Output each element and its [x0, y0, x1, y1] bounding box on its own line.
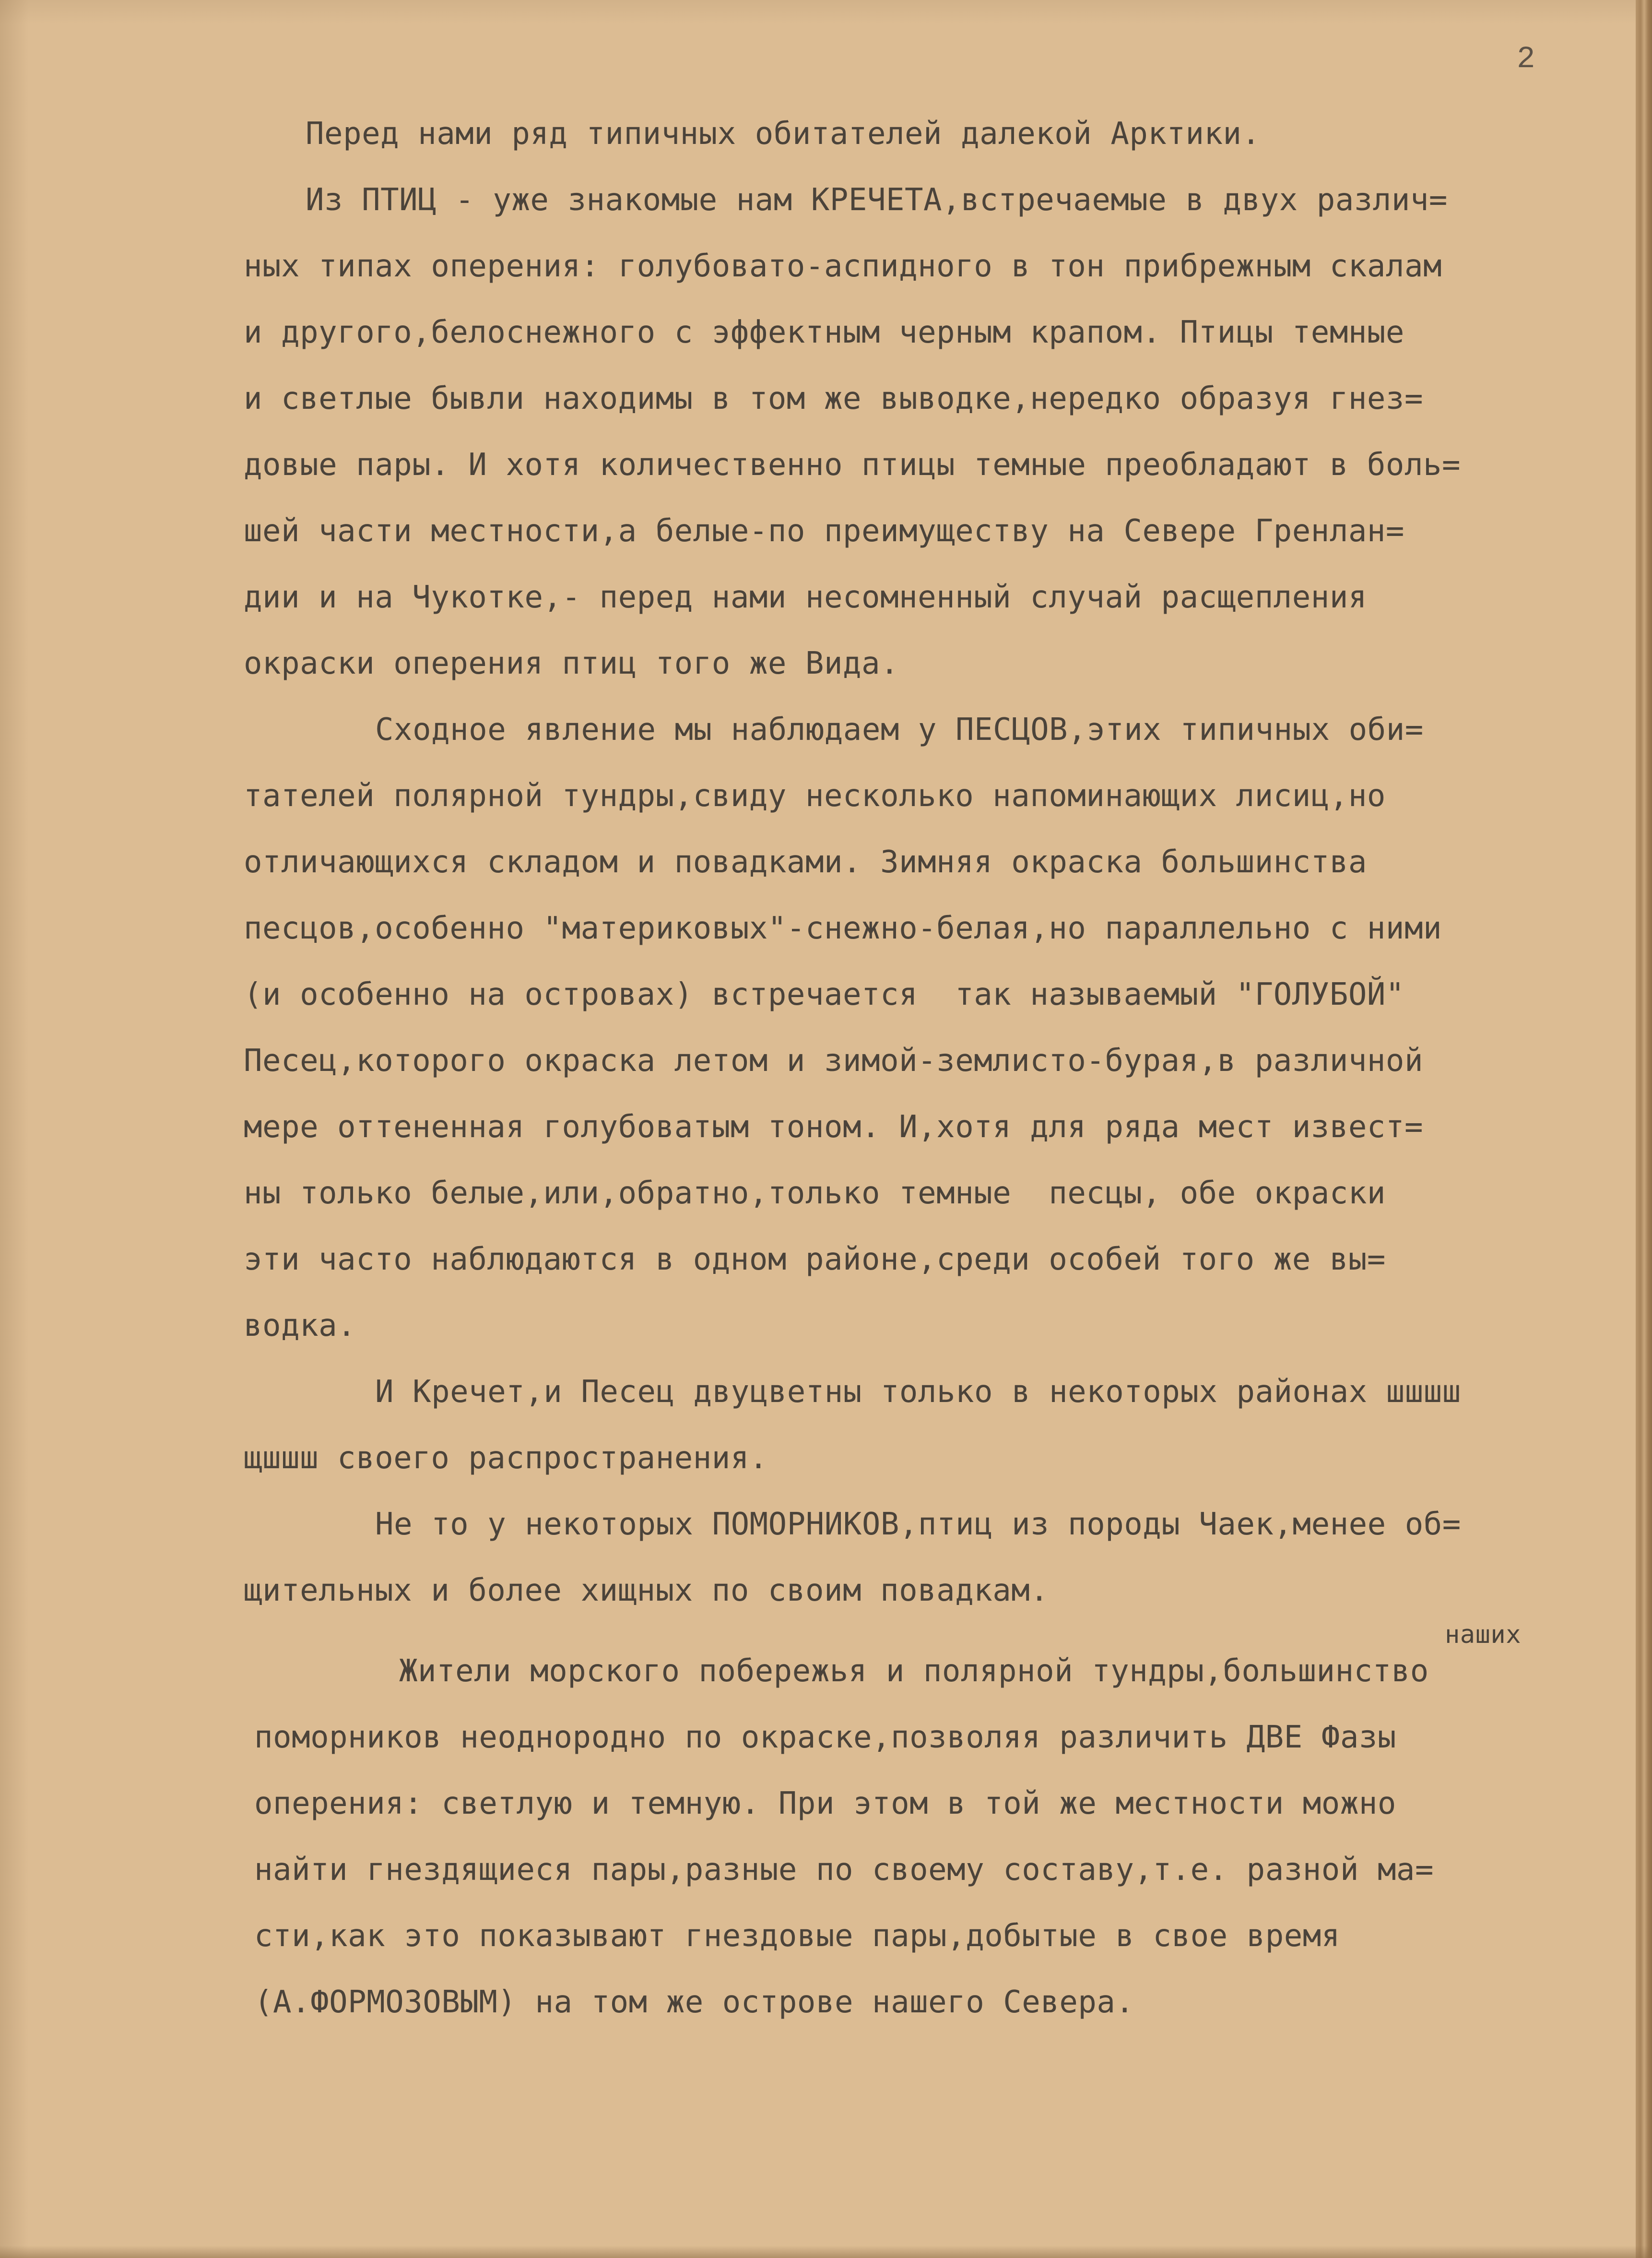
text-line: найти гнездящиеся пары,разные по своему составу,т.е. разной ма= — [254, 1852, 1434, 1888]
text-line: тателей полярной тундры,свиду несколько напоминающих лисиц,но — [244, 778, 1386, 814]
handwritten-insertion: наших — [1445, 1620, 1522, 1649]
text-line: ны только белые,или,обратно,только темные песцы, обе окраски — [244, 1176, 1386, 1211]
text-line: Песец,которого окраска летом и зимой-землисто-бурая,в различной — [244, 1043, 1423, 1079]
page-edge-shadow — [1636, 0, 1652, 2258]
text-line: поморников неоднородно по окраске,позволяя различить ДВЕ Фазы — [254, 1720, 1396, 1755]
text-line: шей части местности,а белые-по преимуществу на Севере Гренлан= — [244, 513, 1404, 549]
text-line: Из ПТИЦ - уже знакомые нам КРЕЧЕТА,встречаемые в двух различ= — [306, 182, 1448, 218]
text-line: Сходное явление мы наблюдаем у ПЕСЦОВ,этих типичных оби= — [375, 712, 1424, 748]
text-line: И Кречет,и Песец двуцветны только в некоторых районах шшшш — [375, 1374, 1461, 1410]
text-line: мере оттененная голубоватым тоном. И,хотя для ряда мест извест= — [244, 1109, 1423, 1145]
page-number: 2 — [1517, 42, 1535, 77]
text-line: окраски оперения птиц того же Вида. — [244, 646, 899, 681]
text-line: эти часто наблюдаются в одном районе,среди особей того же вы= — [244, 1242, 1386, 1277]
text-line: (А.ФОРМОЗОВЫМ) на том же острове нашего Севера. — [254, 1985, 1134, 2020]
text-line: оперения: светлую и темную. При этом в той же местности можно — [254, 1786, 1396, 1821]
text-line: дии и на Чукотке,- перед нами несомненный случай расщепления — [244, 580, 1367, 615]
text-line: довые пары. И хотя количественно птицы темные преобладают в боль= — [244, 447, 1461, 483]
text-line: (и особенно на островах) встречается так называемый "ГОЛУБОЙ" — [244, 977, 1404, 1012]
text-line: сти,как это показывают гнездовые пары,добытые в свое время — [254, 1918, 1340, 1954]
text-line: ных типах оперения: голубовато-аспидного в тон прибрежным скалам — [244, 249, 1442, 284]
text-line: и другого,белоснежного с эффектным черным крапом. Птицы темные — [244, 315, 1404, 350]
text-line: Не то у некоторых ПОМОРНИКОВ,птиц из породы Чаек,менее об= — [375, 1507, 1461, 1542]
text-line: песцов,особенно "материковых"-снежно-белая,но параллельно с ними — [244, 911, 1442, 946]
text-line: отличающихся складом и повадками. Зимняя окраска большинства — [244, 844, 1367, 880]
text-line: Перед нами ряд типичных обитателей далекой Арктики. — [306, 116, 1261, 152]
text-line: щительных и более хищных по своим повадкам. — [244, 1573, 1049, 1608]
text-line: и светлые бывли находимы в том же выводке,нередко образуя гнез= — [244, 381, 1423, 416]
text-line: Жители морского побережья и полярной тундры,большинство — [399, 1653, 1429, 1689]
page-bottom-shadow — [0, 2246, 1652, 2258]
text-line: водка. — [244, 1308, 356, 1343]
text-line: щшшш своего распространения. — [244, 1440, 768, 1476]
